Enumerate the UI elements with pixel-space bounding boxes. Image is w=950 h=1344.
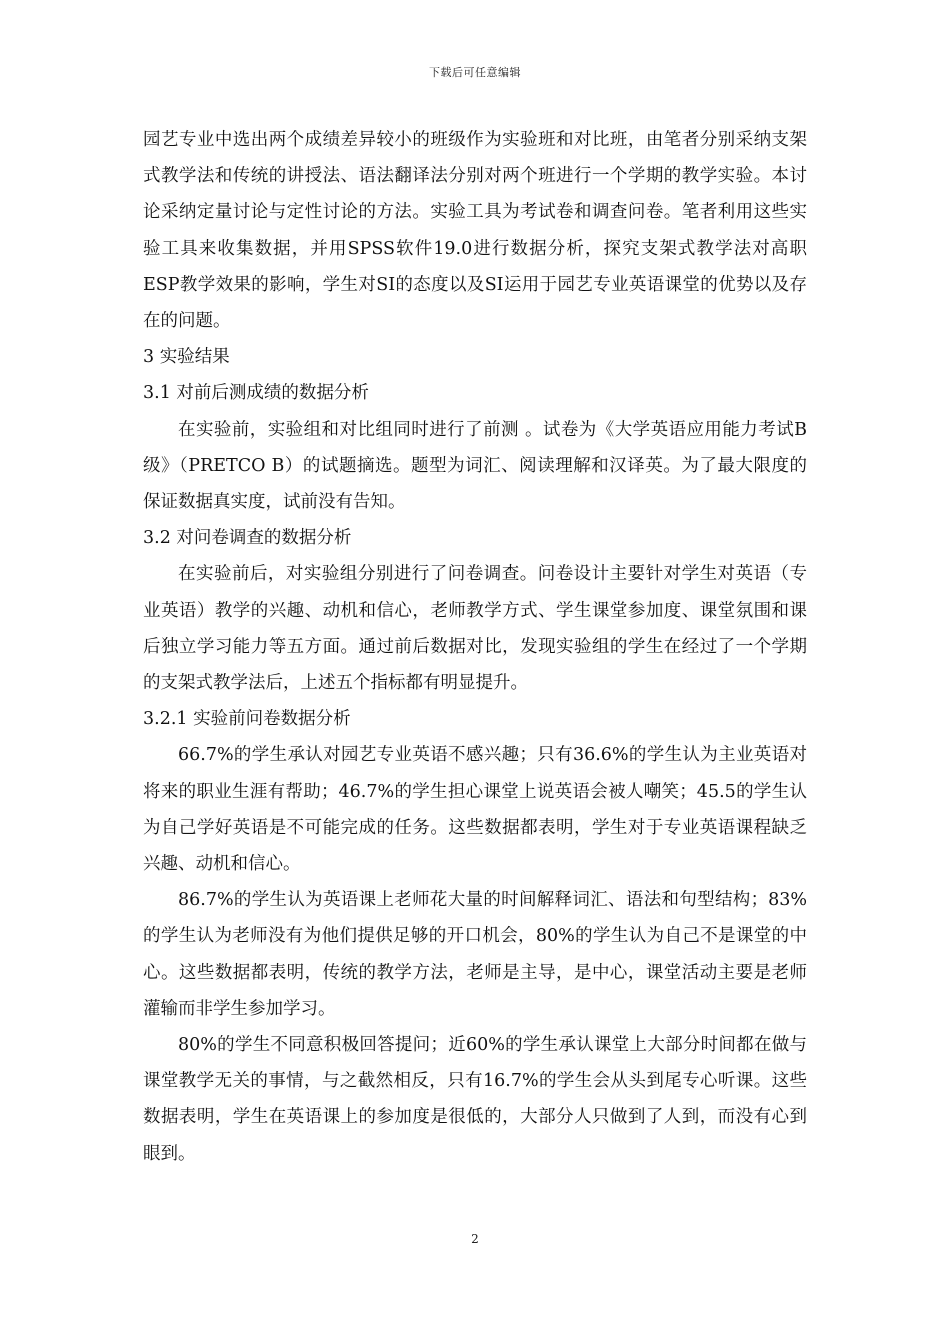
section-heading: 3 实验结果 — [143, 347, 230, 368]
page-header: 下载后可任意编辑 — [429, 66, 521, 79]
body-paragraph: 在实验前后，对实验组分别进行了问卷调查。问卷设计主要针对学生对英语（专业英语）教学的兴趣、动机和信心，老师教学方式、学生课堂参加度、课堂氛围和课后独立学习能力等五方面。通过前后数据对比，发现实验组的学生在经过了一个学期的支架式教学法后，上述五个指标都有明显提升。 — [143, 564, 807, 694]
body-paragraph: 在实验前，实验组和对比组同时进行了前测 。试卷为《大学英语应用能力考试B级》（PRETCO B）的试题摘选。题型为词汇、阅读理解和汉译英。为了最大限度的保证数据真实度，试前没有告知。 — [143, 419, 807, 513]
body-paragraph: 园艺专业中选出两个成绩差异较小的班级作为实验班和对比班，由笔者分别采纳支架式教学法和传统的讲授法、语法翻译法分别对两个班进行一个学期的教学实验。本讨论采纳定量讨论与定性讨论的方法。实验工具为考试卷和调查问卷。笔者利用这些实验工具来收集数据，并用SPSS软件19.0进行数据分析，探究支架式教学法对高职ESP教学效果的影响，学生对SI的态度以及SI运用于园艺专业英语课堂的优势以及存在的问题。 — [143, 130, 807, 332]
page-number: 2 — [471, 1232, 479, 1246]
body-paragraph: 86.7%的学生认为英语课上老师花大量的时间解释词汇、语法和句型结构；83%的学生认为老师没有为他们提供足够的开口机会，80%的学生认为自己不是课堂的中心。这些数据都表明，传统的教学方法，老师是主导，是中心，课堂活动主要是老师灌输而非学生参加学习。 — [143, 890, 807, 1019]
body-paragraph: 66.7%的学生承认对园艺专业英语不感兴趣；只有36.6%的学生认为主业英语对将来的职业生涯有帮助；46.7%的学生担心课堂上说英语会被人嘲笑；45.5的学生认为自己学好英语是不可能完成的任务。这些数据都表明，学生对于专业英语课程缺乏兴趣、动机和信心。 — [143, 745, 807, 875]
body-paragraph: 80%的学生不同意积极回答提问；近60%的学生承认课堂上大部分时间都在做与课堂教学无关的事情，与之截然相反，只有16.7%的学生会从头到尾专心听课。这些数据表明，学生在英语课上的参加度是很低的，大部分人只做到了人到，而没有心到眼到。 — [143, 1035, 807, 1164]
document-body — [143, 122, 807, 1172]
subsection-heading: 3.1 对前后测成绩的数据分析 — [143, 383, 369, 404]
subsubsection-heading: 3.2.1 实验前问卷数据分析 — [143, 709, 351, 730]
subsection-heading: 3.2 对问卷调查的数据分析 — [143, 528, 352, 549]
